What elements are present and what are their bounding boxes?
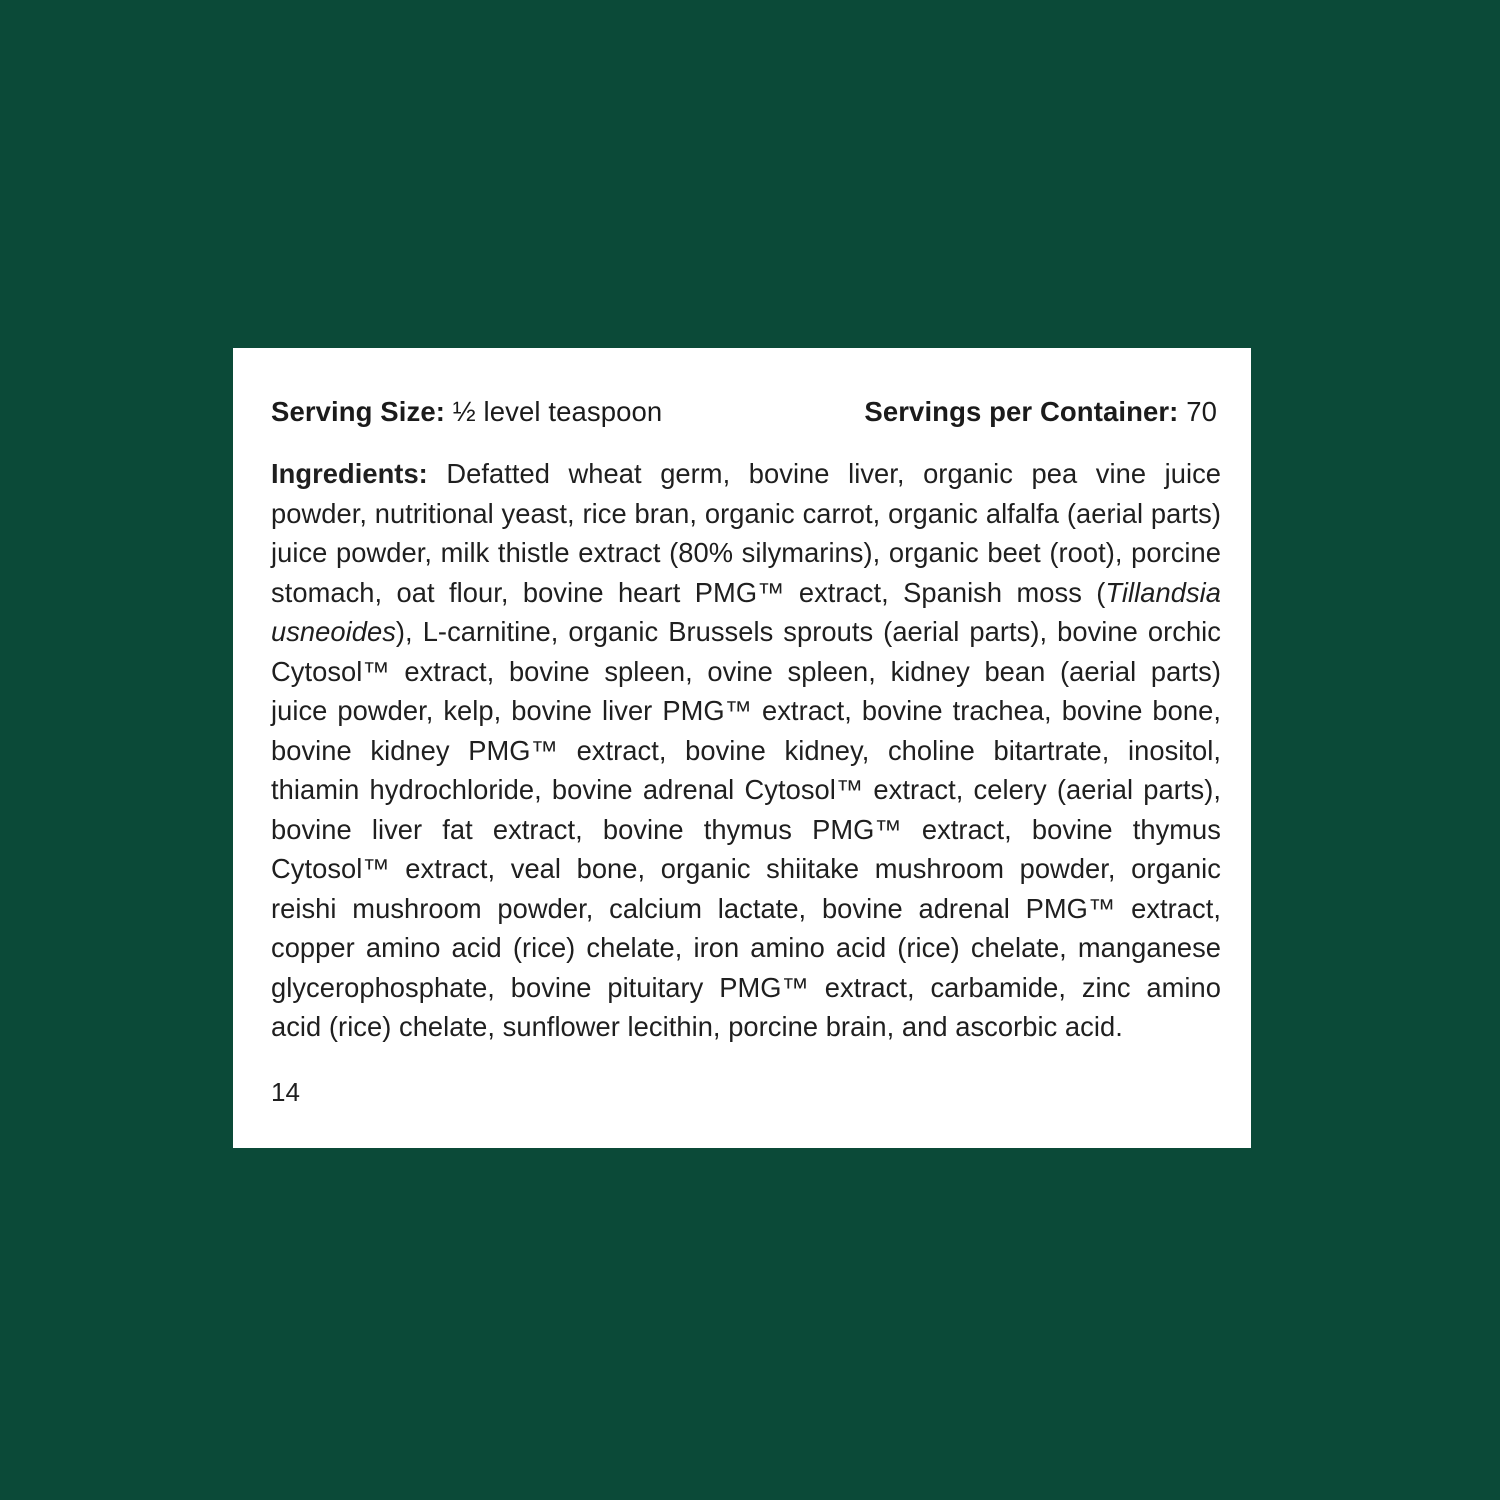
ingredients-text-part1: Defatted wheat germ, bovine liver, organic pea vine juice powder, nutritional yeast, rice bran, organic carrot, organic alfalfa (aerial parts) juice powder, milk thistle extract (80% silymarins), organic beet (root), porcine stomach, oat flour, bovine heart PMG™ extract, Spanish moss (	[271, 458, 1221, 608]
serving-size	[271, 396, 662, 428]
ingredients-text-part2: ), L-carnitine, organic Brussels sprouts (aerial parts), bovine orchic Cytosol™ extract, bovine spleen, ovine spleen, kidney bean (aerial parts) juice powder, kelp, bovine liver PMG™ extract, bovine trachea, bovine bone, bovine kidney PMG™ extract, bovine kidney, choline bitartrate, inositol, thiamin hydrochloride, bovine adrenal Cytosol™ extract, celery (aerial parts), bovine liver fat extract, bovine thymus PMG™ extract, bovine thymus Cytosol™ extract, veal bone, organic shiitake mushroom powder, organic reishi mushroom powder, calcium lactate, bovine adrenal PMG™ extract, copper amino acid (rice) chelate, iron amino acid (rice) chelate, manganese glycerophosphate, bovine pituitary PMG™ extract, carbamide, zinc amino acid (rice) chelate, sunflower lecithin, porcine brain, and ascorbic acid.	[271, 616, 1221, 1042]
serving-size-fraction: ½	[452, 396, 476, 427]
servings-per-container	[864, 396, 1217, 428]
serving-info-row	[271, 396, 1223, 428]
page-number: 14	[271, 1076, 300, 1107]
ingredients-paragraph	[271, 454, 1223, 1047]
serving-size-label: Serving Size:	[271, 396, 445, 427]
servings-per-container-label: Servings per Container:	[864, 396, 1179, 427]
supplement-facts-card	[233, 348, 1251, 1148]
ingredients-botanical-name: Tillandsia usneoides	[271, 576, 1221, 647]
servings-per-container-value: 70	[1186, 396, 1217, 427]
serving-size-value: level teaspoon	[483, 396, 663, 427]
ingredients-label: Ingredients:	[271, 458, 428, 489]
